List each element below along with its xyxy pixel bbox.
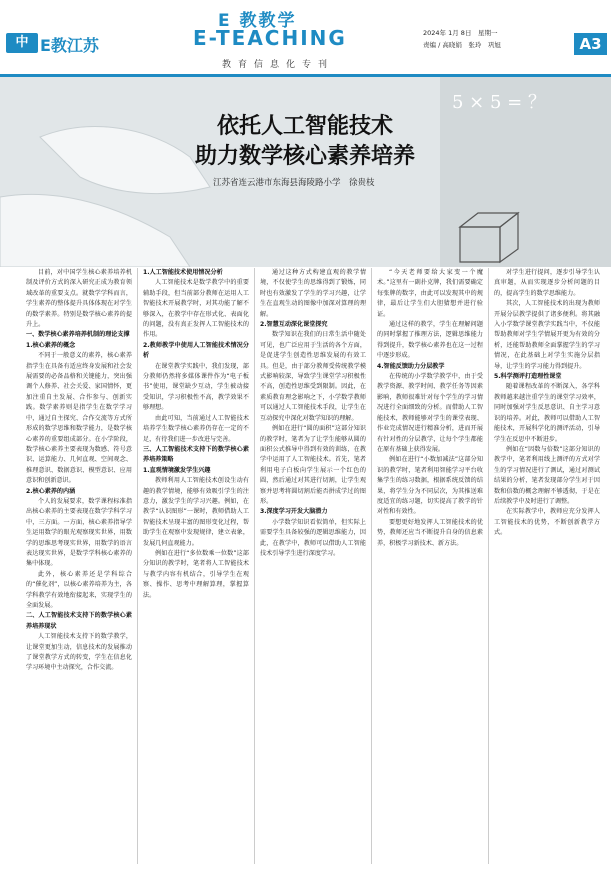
section-heading: 2.核心素养的内涵 (26, 487, 76, 495)
chalkboard-equation: 5 × 5 = ？ (452, 92, 546, 113)
logo-text: E教江苏 (40, 36, 99, 55)
body-paragraph: 目前，对中国学生核心素养培养机制及评价方式的深入研究正成为教育领域改革的重要支点。就数学学科而言，学生素养的整体提升具体体现在对学生的数学素养。特别是数学核心素养的提升上。 (26, 269, 132, 329)
body-paragraph: 例如在进行“圆的面积”这部分知识的教学时，笔者为了让学生能够从圆的面积公式推导中得到有效的训练，在教学中运用了人工智能技术。首先，笔者利用电子白板向学生展示一个红色的圆，然后通过对其进行切割，让学生观察并思考将圆切割后能否拼成学过的图形。 (260, 425, 366, 505)
issue-date: 2024年 1月 8日 星期一 (423, 29, 498, 37)
body-paragraph: 通过这样的教学，学生在理解问题的同时掌握了推理方法，逻辑思维能力得到提升，数学核心素养也在这一过程中逐步形成。 (377, 321, 483, 360)
section-title-cn: E 教教学 (218, 11, 297, 31)
section-heading: 2.智慧互动深化课堂探究 (260, 321, 328, 329)
section-heading: 2.教师教学中使用人工智能技术情况分析 (143, 341, 249, 360)
body-paragraph: 其次，人工智能技术的出现为教师开展分层教学提供了诸多便利。将其融入小学数学课堂教学实践当中，不仅能帮助教师对学生学情展开更为有效的分析，还能帮助教师全面掌握学生的学习情况，在此基础上对学生实施分层指导，让学生的学习能力得到提升。 (494, 300, 600, 370)
body-paragraph: 通过这种方式构建直观的教学情境，不仅使学生的思维得到了锻炼，同时也有效激发了学生的学习兴趣，让学生在直观生动的图像中加深对算理的理解。 (260, 269, 366, 318)
article-body (26, 268, 604, 864)
body-paragraph: 在课堂教学实践中，我们发现，部分教师仍然将多媒体课件作为“电子板书”使用，课堂缺少互动，学生被动接受知识，学习积极性不高，教学效果不够理想。 (143, 362, 249, 412)
article-byline: 江苏省连云港市东海县海陵路小学 徐贵枝 (213, 178, 375, 188)
section-heading: 一、数学核心素养培养机制的理论支撑 (26, 331, 130, 339)
body-paragraph: “今天老师要给大家变一个魔术。”这里有一副扑克牌，我们需要确定每张牌的数字，由此可以发现其中的规律，最后让学生们大胆猜想并进行验证。 (377, 269, 483, 318)
body-paragraph: 由此可知，当前通过人工智能技术培养学生数学核心素养仍存在一定的不足，有待我们进一步改进与完善。 (143, 414, 249, 443)
article-headline (140, 112, 470, 172)
section-heading: 二、人工智能技术支持下的数学核心素养培养现状 (26, 612, 132, 630)
section-heading: 三、人工智能技术支持下的数学核心素养培养策略 (143, 445, 249, 464)
section-heading: 5.科学测评打造理性课堂 (494, 373, 562, 381)
column-1 (26, 268, 132, 864)
column-divider (488, 268, 489, 864)
body-paragraph: 随着课程改革的不断深入，各学科教师越来越注重学生的课堂学习效率，同时加强对学生反思意识、自主学习意识的培养。对此，教师可以借助人工智能技术，开展科学化的测评活动，引导学生在反思中不断进步。 (494, 383, 600, 443)
body-paragraph: 此外，核心素养还是学科综合的“催化剂”，以核心素养培养为主，各学科教学有效地衔接起来，实现学生的全面发展。 (26, 570, 132, 609)
body-paragraph: 要想更好地发挥人工智能技术的优势，教师还应当不断提升自身的信息素养，积极学习新技术、新方法。 (377, 518, 483, 547)
column-divider (254, 268, 255, 864)
body-paragraph: 小学数学知识看似简单，但实际上需要学生具备较强的逻辑思维能力，因此，在教学中，教师可以借助人工智能技术引导学生进行深度学习。 (260, 518, 366, 557)
headline-line-1: 依托人工智能技术 (216, 114, 393, 139)
column-5 (494, 268, 600, 864)
section-title-en: E-TEACHING (193, 26, 347, 50)
body-paragraph: 例如在“因数与倍数”这部分知识的教学中，笔者利用线上测评的方式对学生的学习情况进行了测试，通过对测试结果的分析，笔者发现部分学生对于因数和倍数的概念理解不够透彻，于是在后续教学中及时进行了调整。 (494, 445, 600, 505)
section-heading: 1.核心素养的概念 (26, 341, 76, 349)
logo-icon: 中 (6, 33, 38, 53)
column-4 (377, 268, 483, 864)
editors-line: 责编 / 高晓娟 张玲 巩旭 (423, 41, 501, 49)
section-heading: 1.人工智能技术使用情况分析 (143, 269, 223, 276)
body-paragraph: 人工智能技术是数学教学中的重要辅助手段，但当前部分教师在运用人工智能技术开展教学时，对其功能了解不够深入，在教学中存在形式化、表面化的问题，没有真正发挥人工智能技术的作用。 (143, 279, 249, 339)
headline-line-2: 助力数学核心素养培养 (194, 144, 415, 169)
column-2 (143, 268, 249, 864)
section-heading: 3.深度学习开发大脑潜力 (260, 508, 328, 516)
page-number: A3 (574, 33, 607, 55)
body-paragraph: 对学生进行提问，逐步引导学生认真审题，从而实现逐步分析问题的目的，提高学生的数学思维能力。 (494, 269, 600, 297)
column-divider (371, 268, 372, 864)
column-divider (137, 268, 138, 864)
section-heading: 1.直观情境激发学生兴趣 (143, 466, 211, 474)
body-paragraph: 不同于一般意义的素养，核心素养指学生在具备有适应终身发展和社会发展需要的必备品格和关键能力，突出强调个人修养、社会关爱、家国情怀，更加注重自主发展、合作参与、创新实践。数学素养则是指学生在数学学习中，通过自主探究、合作交流等方式所形成的数学思维和数学能力，是数学核心素养的重要组成部分。在小学阶段，数学核心素养主要表现为数感、符号意识、运算能力、几何直观、空间观念、推理意识、数据意识、模型意识、应用意识和创新意识。 (26, 352, 132, 485)
section-heading: 4.智能反馈助力分层教学 (377, 362, 445, 370)
body-paragraph: 例如在进行“多位数乘一位数”这部分知识的教学时，笔者将人工智能技术与教学内容有机结合，引导学生在观察、操作、思考中理解算理，掌握算法。 (143, 549, 249, 599)
column-3 (260, 268, 366, 864)
body-paragraph: 例如在进行“小数加减法”这部分知识的教学时，笔者利用智能学习平台收集学生的练习数据，根据系统反馈的结果，将学生分为不同层次，为其推送难度适宜的练习题，切实提高了教学的针对性和有效性。 (377, 456, 483, 516)
body-paragraph: 教师利用人工智能技术创设生动有趣的教学情境，能够有效吸引学生的注意力，激发学生的学习兴趣。例如，在教学“认识图形”一课时，教师借助人工智能技术呈现丰富的图形变化过程，帮助学生在观察中发现规律，建立表象，发展几何直观能力。 (143, 477, 249, 547)
body-paragraph: 在实际教学中，教师应充分发挥人工智能技术的优势，不断创新教学方式。 (494, 508, 600, 537)
body-paragraph: 在传统的小学数学教学中，由于受教学资源、教学时间、教学任务等因素影响，教师很难针对每个学生的学习情况进行全面细致的分析。而借助人工智能技术，教师能够对学生的课堂表现、作业完成情况进行精准分析，进而开展有针对性的分层教学，让每个学生都能在原有基础上获得发展。 (377, 373, 483, 453)
body-paragraph: 人工智能技术支持下的数学教学，让课堂更加生动，信息技术的发展推动了课堂教学方式的转变，学生在信息化学习环境中主动探究，合作交流。 (26, 633, 132, 672)
section-subtitle: 教育信息化专刊 (222, 60, 335, 70)
body-paragraph: 数学知识在我们的日常生活中随处可见，也广泛应用于生活的各个方面，是促进学生创造性思维发展的有效工具。但是，由于部分教师受传统教学模式影响较深，导致学生课堂学习积极性不高，创造性思维受到限制。因此，在素质教育理念影响之下，小学数学教师可以通过人工智能技术手段，让学生在互动探究中深化对数学知识的理解。 (260, 331, 366, 422)
body-paragraph: 个人的发展要求，数学课程标准指出核心素养的主要表现在数学学科学习中，三方面。一方面，核心素养指导学生运用数学的眼光观察现实世界，用数学的思维思考现实世界，用数学的语言表达现实世界，是数学学科核心素养的集中体现。 (26, 497, 132, 568)
